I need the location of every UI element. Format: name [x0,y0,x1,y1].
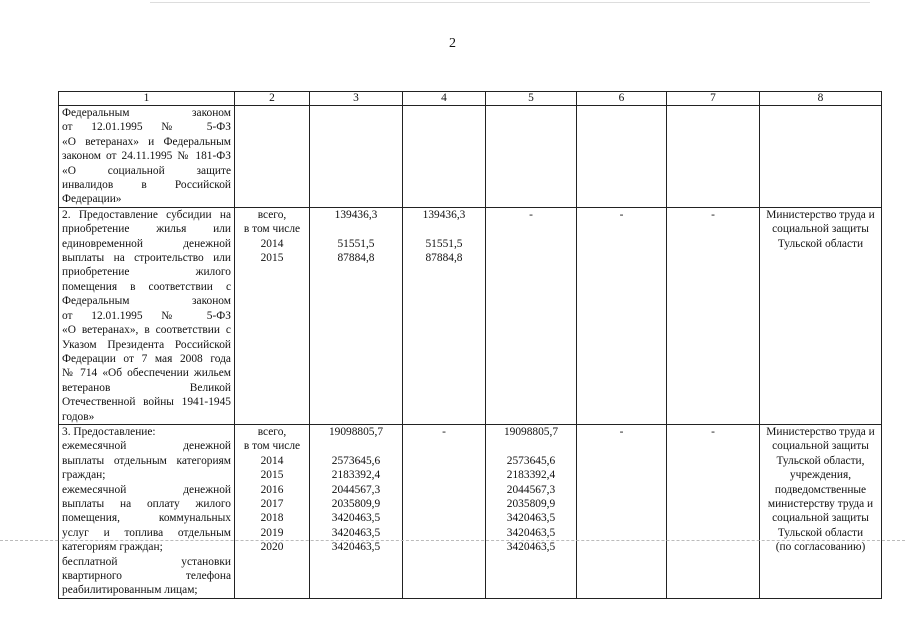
other-sources-cell [667,106,760,208]
cell-value: 2019 [260,526,284,539]
cell-value: - [711,425,715,438]
cell-value: 139436,3 [422,208,466,221]
measure-text-line: законом от 24.11.1995 № 181-ФЗ [62,150,231,163]
cell-value: - [619,208,624,221]
executor-text-line: Министерство труда и [766,425,875,438]
measure-text-line: помещения в соответствии с [62,280,231,293]
col-header-4: 4 [403,92,486,106]
table-row [59,207,882,424]
cell-value: 87884,8 [337,252,375,265]
other-sources-cell [667,207,760,424]
cell-value: 3420463,5 [331,526,381,539]
measure-text-line: выплаты на оплату жилого [62,497,231,510]
measure-cell [59,207,235,424]
measure-text-line: Отечественной войны 1941-1945 [62,396,231,409]
cell-value: в том числе [243,223,301,236]
executor-text-line: Тульской области, [776,454,865,467]
total-amount-cell [310,106,403,208]
cell-value: всего, [257,208,287,221]
cell-value: 2017 [260,497,284,510]
cell-value: 2044567,3 [506,483,556,496]
cell-value: 2018 [260,512,284,525]
regional-budget-cell [486,424,577,598]
cell-value: 2044567,3 [331,483,381,496]
measure-text-line: Указом Президента Российской [62,338,231,351]
measure-text-line: приобретение жилья или [62,223,231,236]
executor-text-line: социальной защиты [772,440,869,453]
measure-text-line: годов» [62,410,95,423]
federal-budget-cell [403,424,486,598]
total-amount-cell [310,207,403,424]
col-header-1: 1 [59,92,235,106]
cell-value: 3420463,5 [331,541,381,554]
measure-cell [59,106,235,208]
cell-value [486,439,576,453]
col-header-2: 2 [235,92,310,106]
executor-text-line: министерству труда и [767,497,874,510]
responsible-executor-cell [760,424,882,598]
executor-text-line: (по согласованию) [775,541,866,554]
federal-budget-cell [403,106,486,208]
measure-cell [59,424,235,598]
col-header-8: 8 [760,92,882,106]
measure-text-line: единовременной денежной [62,237,231,250]
measure-text-line: граждан; [62,469,106,482]
measure-text-line: ветеранов Великой [62,381,231,394]
responsible-executor-cell [760,207,882,424]
measure-text-line: «О ветеранах», в соответствии с [62,324,231,337]
cell-value: - [529,208,533,221]
measure-text-line: бесплатной установки [62,555,231,568]
cell-value: 19098805,7 [328,425,384,438]
cell-value: 51551,5 [425,237,463,250]
cell-value: 2014 [260,454,284,467]
cell-value: в том числе [243,440,301,453]
federal-budget-cell [403,207,486,424]
measure-text-line: Федерации от 7 мая 2008 года [62,352,231,365]
cell-value: 2015 [260,252,284,265]
regional-budget-cell [486,207,577,424]
cell-value: - [711,208,715,221]
executor-text-line: Тульской области [777,237,864,250]
col-header-7: 7 [667,92,760,106]
cell-value: 19098805,7 [503,425,559,438]
cell-value: всего, [257,425,287,438]
measure-text-line: выплаты отдельным категориям [62,454,231,467]
executor-text-line: Тульской области [777,526,864,539]
measure-text-line: от 12.01.1995 № 5-ФЗ [62,121,231,134]
total-amount-cell [310,424,403,598]
scan-edge-line [150,2,870,3]
local-budget-cell [577,106,667,208]
period-cell [235,424,310,598]
measure-text-line: ежемесячной денежной [62,440,231,453]
cell-value: 87884,8 [425,252,463,265]
executor-text-line: социальной защиты [772,223,869,236]
measure-text-line: Федеральным законом [62,295,231,308]
measure-text-line: 3. Предоставление: [62,425,156,438]
measure-text-line: № 714 «Об обеспечении жильем [62,367,231,380]
measure-text-line: услуг и топлива отдельным [62,526,231,539]
column-number-row [59,92,882,106]
regional-budget-cell [486,106,577,208]
period-cell [235,207,310,424]
executor-text-line: учреждения, [789,469,852,482]
cell-value: 2183392,4 [506,469,556,482]
cell-value: 3420463,5 [506,526,556,539]
measure-text-line: «О социальной защите [62,164,231,177]
cell-value: 2573645,6 [506,454,556,467]
cell-value: 2573645,6 [331,454,381,467]
measure-text-line: выплаты на строительство или [62,252,231,265]
cell-value: 51551,5 [337,237,375,250]
measure-text-line: категориям граждан; [62,541,163,554]
local-budget-cell [577,424,667,598]
cell-value: 2035809,9 [331,497,381,510]
cell-value: - [619,425,624,438]
table-row [59,424,882,598]
responsible-executor-cell [760,106,882,208]
executor-text-line: подведомственные [774,483,867,496]
measure-text-line: Федеральным законом [62,107,231,119]
measure-text-line: от 12.01.1995 № 5-ФЗ [62,309,231,322]
measure-text-line: ежемесячной денежной [62,483,231,496]
measure-text-line: 2. Предоставление субсидии на [62,208,231,221]
table-row [59,106,882,208]
cell-value: 2014 [260,237,284,250]
scan-fold-line [0,540,905,541]
measure-text-line: инвалидов в Российской [62,179,231,192]
cell-value: 2015 [260,469,284,482]
measure-text-line: приобретение жилого [62,266,231,279]
executor-text-line: Министерство труда и [766,208,875,221]
executor-text-line: социальной защиты [772,512,869,525]
measure-text-line: реабилитированным лицам; [62,584,198,597]
cell-value [403,222,485,236]
col-header-6: 6 [577,92,667,106]
cell-value: 3420463,5 [506,512,556,525]
other-sources-cell [667,424,760,598]
local-budget-cell [577,207,667,424]
measure-text-line: квартирного телефона [62,570,231,582]
cell-value [310,222,402,236]
col-header-5: 5 [486,92,577,106]
cell-value [310,439,402,453]
page-number: 2 [449,36,456,51]
cell-value: 2035809,9 [506,497,556,510]
col-header-3: 3 [310,92,403,106]
measure-text-line: «О ветеранах» и Федеральным [62,135,231,148]
measure-text-line: Федерации» [62,193,122,206]
program-table [58,91,882,599]
cell-value: 3420463,5 [506,541,556,554]
cell-value: 2020 [260,541,284,554]
measure-text-line: помещения, коммунальных [62,512,231,525]
cell-value: 139436,3 [334,208,378,221]
cell-value: 3420463,5 [331,512,381,525]
cell-value: - [442,425,446,438]
period-cell [235,106,310,208]
cell-value: 2183392,4 [331,469,381,482]
cell-value: 2016 [260,483,284,496]
